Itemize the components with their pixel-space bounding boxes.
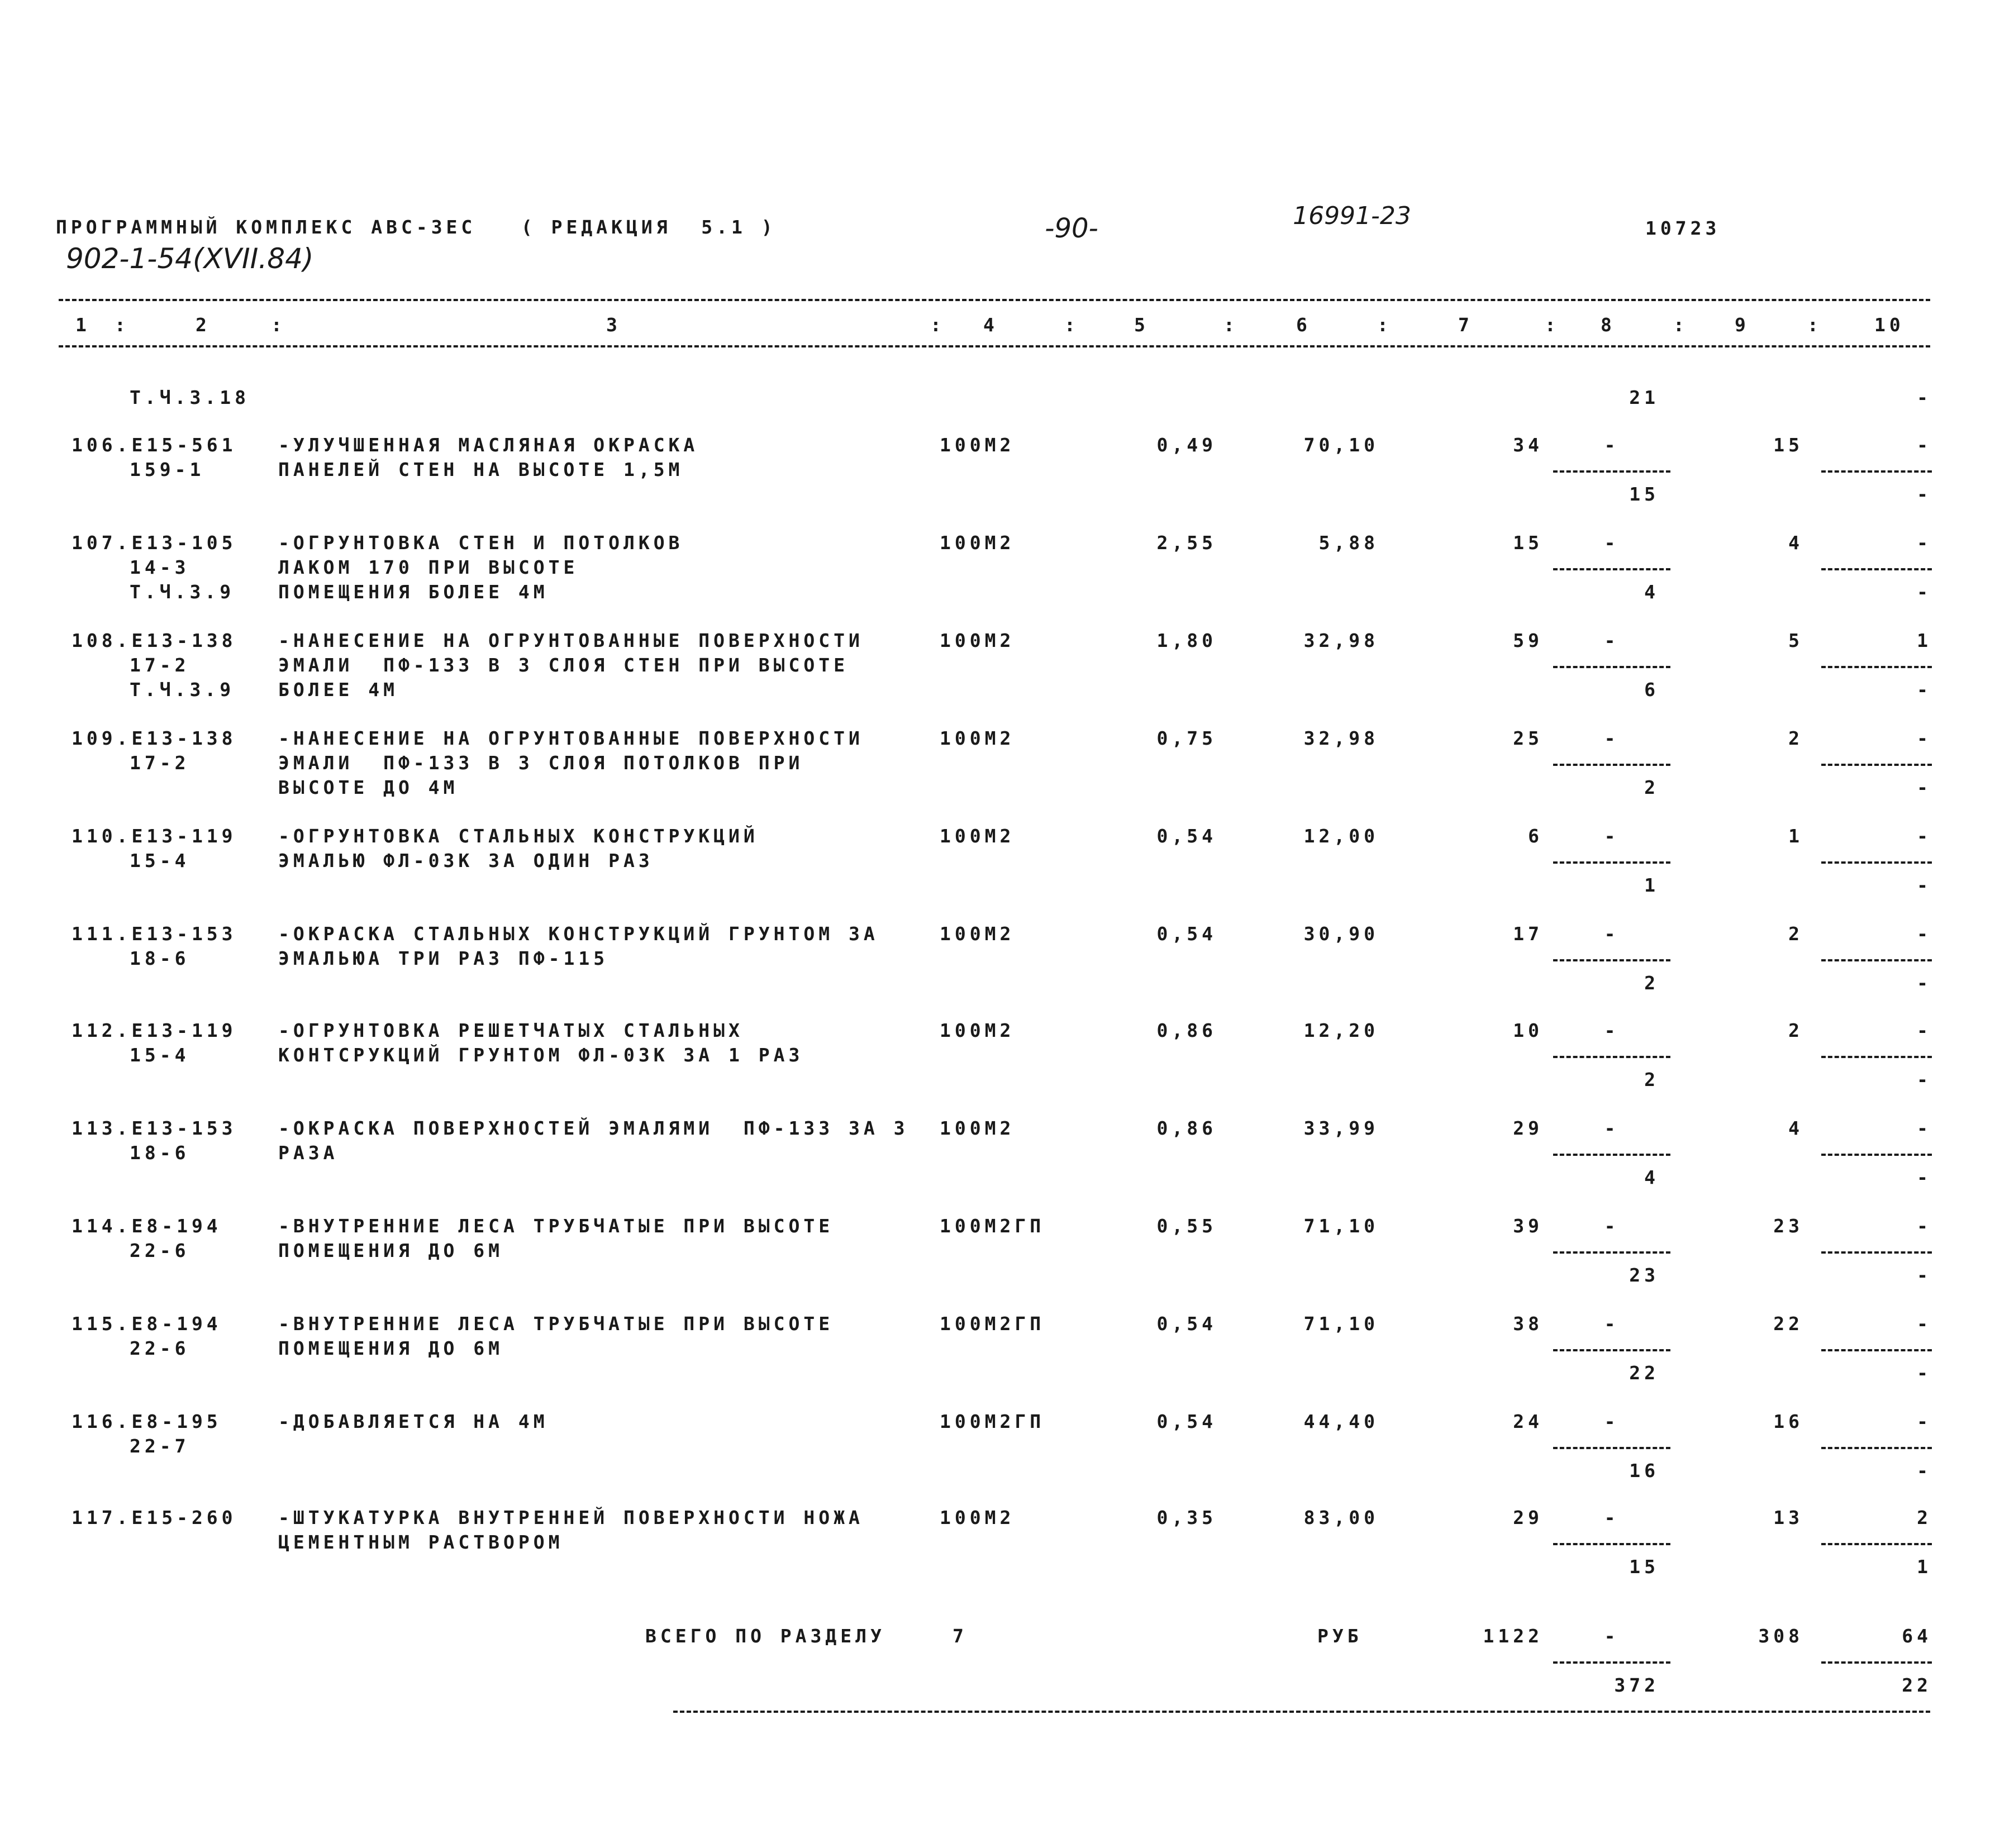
row-number: 116.Е8-195	[72, 1411, 222, 1432]
row-price: 32,98	[1303, 727, 1379, 749]
row-number: 109.Е13-138	[72, 727, 237, 749]
code-number: 10723	[1645, 217, 1721, 239]
row-col7: 38	[1513, 1313, 1543, 1335]
total-col9: 308	[1758, 1625, 1803, 1647]
row-description: ПОМЕЩЕНИЯ БОЛЕЕ 4М	[278, 581, 549, 603]
row-col10-top: -	[1917, 1020, 1932, 1041]
footer-rule	[673, 1711, 1930, 1713]
row-col9: 4	[1788, 1117, 1803, 1139]
column-header-4: 3	[606, 314, 621, 336]
row-col9: 23	[1773, 1215, 1803, 1237]
row-price: 83,00	[1303, 1507, 1379, 1528]
col8-fraction-line	[1553, 861, 1670, 864]
row-subcode: 17-2	[130, 752, 190, 774]
col10-fraction-line	[1821, 1251, 1932, 1254]
row-col7: 25	[1513, 727, 1543, 749]
row-quantity: 0,54	[1156, 1411, 1217, 1432]
row-col9: 22	[1773, 1313, 1803, 1335]
row-number: 117.Е15-260	[72, 1507, 237, 1528]
row-unit: 100М2	[940, 727, 1015, 749]
col10-fraction-line	[1821, 1543, 1932, 1545]
column-header-1: :	[115, 314, 130, 336]
row-col8-bottom: 15	[1629, 483, 1659, 505]
row-col8-bottom: 15	[1629, 1556, 1659, 1578]
row-col8-top: -	[1604, 727, 1620, 749]
row-price: 12,20	[1303, 1020, 1379, 1041]
col10-fraction-line	[1821, 470, 1932, 473]
row-price: 44,40	[1303, 1411, 1379, 1432]
column-header-17: :	[1807, 314, 1822, 336]
row-col8-top: -	[1604, 923, 1620, 945]
column-header-0: 1	[75, 314, 91, 336]
row-quantity: 2,55	[1156, 532, 1217, 554]
row-col10-bottom: -	[1917, 777, 1932, 798]
row-col8-top: -	[1604, 825, 1620, 847]
row-number: 113.Е13-153	[72, 1117, 237, 1139]
row-col8-bottom: 4	[1644, 581, 1659, 603]
col8-fraction-line	[1553, 666, 1670, 668]
col8-fraction-line	[1553, 1251, 1670, 1254]
row-col9: 13	[1773, 1507, 1803, 1528]
row-col8-bottom: 2	[1644, 972, 1659, 994]
row-quantity: 1,80	[1156, 630, 1217, 651]
row-subcode: 22-6	[130, 1240, 190, 1261]
row-col9: 16	[1773, 1411, 1803, 1432]
col8-fraction-line	[1553, 1447, 1670, 1449]
row-description: РАЗА	[278, 1142, 339, 1164]
row-col8-bottom: 16	[1629, 1460, 1659, 1482]
column-header-12: 7	[1458, 314, 1473, 336]
row-description: -ШТУКАТУРКА ВНУТРЕННЕЙ ПОВЕРХНОСТИ НОЖА	[278, 1507, 864, 1528]
row-quantity: 0,75	[1156, 727, 1217, 749]
row-col8-top: -	[1604, 434, 1620, 456]
row-description: ВЫСОТЕ ДО 4М	[278, 777, 459, 798]
row-subcode: Т.Ч.3.9	[130, 679, 235, 701]
column-header-3: :	[271, 314, 286, 336]
row-number: 107.Е13-105	[72, 532, 237, 554]
row-number: 110.Е13-119	[72, 825, 237, 847]
row-col10-bottom: -	[1917, 1166, 1932, 1188]
page-number: -90-	[1045, 213, 1098, 244]
row-description: -ОГРУНТОВКА СТЕН И ПОТОЛКОВ	[278, 532, 684, 554]
document-number: 16991-23	[1293, 202, 1411, 230]
row-col10-bottom: -	[1917, 679, 1932, 701]
row-col9: 15	[1773, 434, 1803, 456]
row-subcode: 22-6	[130, 1337, 190, 1359]
row-col10-top: -	[1917, 825, 1932, 847]
row-unit: 100М2ГП	[940, 1215, 1045, 1237]
row-unit: 100М2ГП	[940, 1313, 1045, 1335]
row-quantity: 0,35	[1156, 1507, 1217, 1528]
row-col8-bottom: 23	[1629, 1264, 1659, 1286]
row-subcode: 18-6	[130, 1142, 190, 1164]
row-description: ЭМАЛИ ПФ-133 В 3 СЛОЯ СТЕН ПРИ ВЫСОТЕ	[278, 654, 849, 676]
row-description: ПОМЕЩЕНИЯ ДО 6М	[278, 1240, 504, 1261]
row-col9: 2	[1788, 727, 1803, 749]
col10-fraction-line	[1821, 1056, 1932, 1058]
column-header-13: :	[1545, 314, 1560, 336]
row-description: -ВНУТРЕННИЕ ЛЕСА ТРУБЧАТЫЕ ПРИ ВЫСОТЕ	[278, 1313, 834, 1335]
row-description: -ОГРУНТОВКА РЕШЕТЧАТЫХ СТАЛЬНЫХ	[278, 1020, 744, 1041]
row-col10-bottom: -	[1917, 874, 1932, 896]
row-col7: 59	[1513, 630, 1543, 651]
row-unit: 100М2	[940, 630, 1015, 651]
row-price: 12,00	[1303, 825, 1379, 847]
column-header-9: :	[1223, 314, 1239, 336]
row-unit: 100М2	[940, 825, 1015, 847]
row-unit: 100М2	[940, 923, 1015, 945]
col8-fraction-line	[1553, 1543, 1670, 1545]
col10-fraction-line	[1821, 666, 1932, 668]
project-number: 902-1-54(XVII.84)	[66, 242, 314, 275]
row-description: -ВНУТРЕННИЕ ЛЕСА ТРУБЧАТЫЕ ПРИ ВЫСОТЕ	[278, 1215, 834, 1237]
row-number: 106.Е15-561	[72, 434, 237, 456]
row-col8-top: -	[1604, 1411, 1620, 1432]
row-price: 32,98	[1303, 630, 1379, 651]
column-header-8: 5	[1134, 314, 1149, 336]
row-col7: 17	[1513, 923, 1543, 945]
row-description: ЦЕМЕНТНЫМ РАСТВОРОМ	[278, 1531, 564, 1553]
row-description: ЭМАЛЬЮ ФЛ-03К ЗА ОДИН РАЗ	[278, 850, 654, 871]
col10-fraction-line	[1821, 1447, 1932, 1449]
row-description: ПОМЕЩЕНИЯ ДО 6М	[278, 1337, 504, 1359]
col8-fraction-line	[1553, 568, 1670, 570]
row-unit: 100М2ГП	[940, 1411, 1045, 1432]
total-currency: РУБ	[1317, 1625, 1363, 1647]
program-title: ПРОГРАММНЫЙ КОМПЛЕКС АВС-3ЕС ( РЕДАКЦИЯ 5.1 )	[56, 216, 777, 238]
header-rule-bottom	[59, 345, 1930, 347]
row-price: 30,90	[1303, 923, 1379, 945]
row-description: ЭМАЛЬЮА ТРИ РАЗ ПФ-115	[278, 947, 609, 969]
column-header-11: :	[1377, 314, 1392, 336]
row-subcode: 22-7	[130, 1435, 190, 1457]
row-col10-bottom: -	[1917, 1069, 1932, 1090]
row-subcode: 14-3	[130, 556, 190, 578]
col8-fraction-line	[1553, 959, 1670, 961]
row-col7: 15	[1513, 532, 1543, 554]
row-col10-top: -	[1917, 1411, 1932, 1432]
row-description: -ОКРАСКА ПОВЕРХНОСТЕЙ ЭМАЛЯМИ ПФ-133 ЗА 3	[278, 1117, 909, 1139]
row-description: КОНТСРУКЦИЙ ГРУНТОМ ФЛ-03К ЗА 1 РАЗ	[278, 1044, 804, 1066]
row-description: ЭМАЛИ ПФ-133 В 3 СЛОЯ ПОТОЛКОВ ПРИ	[278, 752, 804, 774]
row-col10-top: -	[1917, 727, 1932, 749]
col8-fraction-line	[1553, 1154, 1670, 1156]
col8-value: 21	[1629, 387, 1659, 408]
row-col9: 4	[1788, 532, 1803, 554]
row-description: -НАНЕСЕНИЕ НА ОГРУНТОВАННЫЕ ПОВЕРХНОСТИ	[278, 727, 864, 749]
row-quantity: 0,54	[1156, 923, 1217, 945]
row-subcode: 159-1	[130, 459, 205, 480]
col10-fraction-line	[1821, 1349, 1932, 1351]
row-col8-top: -	[1604, 532, 1620, 554]
row-col10-top: -	[1917, 1215, 1932, 1237]
row-unit: 100М2	[940, 1507, 1015, 1528]
row-description: -ОГРУНТОВКА СТАЛЬНЫХ КОНСТРУКЦИЙ	[278, 825, 759, 847]
row-col8-top: -	[1604, 1507, 1620, 1528]
col10-fraction-line	[1821, 764, 1932, 766]
total-col8-fraction-line	[1553, 1661, 1670, 1664]
row-col7: 10	[1513, 1020, 1543, 1041]
total-col7: 1122	[1483, 1625, 1543, 1647]
row-col10-bottom: -	[1917, 1460, 1932, 1482]
row-unit: 100М2	[940, 1020, 1015, 1041]
total-col8-top: -	[1604, 1625, 1620, 1647]
row-col8-bottom: 2	[1644, 777, 1659, 798]
row-col7: 34	[1513, 434, 1543, 456]
row-col8-top: -	[1604, 1117, 1620, 1139]
row-col7: 6	[1528, 825, 1543, 847]
column-header-6: 4	[983, 314, 998, 336]
reference-code: Т.Ч.3.18	[130, 387, 250, 408]
row-col9: 2	[1788, 923, 1803, 945]
row-unit: 100М2	[940, 1117, 1015, 1139]
header-rule-top	[59, 299, 1930, 301]
row-price: 71,10	[1303, 1313, 1379, 1335]
row-subcode: 15-4	[130, 850, 190, 871]
row-col10-bottom: 1	[1917, 1556, 1932, 1578]
row-col10-bottom: -	[1917, 581, 1932, 603]
total-col10-bottom: 22	[1902, 1674, 1932, 1696]
row-col10-top: -	[1917, 1117, 1932, 1139]
row-quantity: 0,54	[1156, 825, 1217, 847]
row-price: 71,10	[1303, 1215, 1379, 1237]
row-col7: 29	[1513, 1507, 1543, 1528]
column-header-18: 10	[1874, 314, 1904, 336]
row-col10-top: 1	[1917, 630, 1932, 651]
row-col10-top: -	[1917, 923, 1932, 945]
col8-fraction-line	[1553, 470, 1670, 473]
row-col8-bottom: 6	[1644, 679, 1659, 701]
col10-fraction-line	[1821, 568, 1932, 570]
row-price: 33,99	[1303, 1117, 1379, 1139]
row-quantity: 0,54	[1156, 1313, 1217, 1335]
total-col10-fraction-line	[1821, 1661, 1932, 1664]
row-subcode: 18-6	[130, 947, 190, 969]
row-col7: 29	[1513, 1117, 1543, 1139]
row-number: 111.Е13-153	[72, 923, 237, 945]
column-header-15: :	[1673, 314, 1688, 336]
row-col9: 1	[1788, 825, 1803, 847]
column-header-14: 8	[1601, 314, 1616, 336]
row-quantity: 0,86	[1156, 1117, 1217, 1139]
total-col8-bottom: 372	[1614, 1674, 1659, 1696]
row-description: БОЛЕЕ 4М	[278, 679, 398, 701]
row-subcode: 17-2	[130, 654, 190, 676]
row-col10-top: -	[1917, 532, 1932, 554]
row-description: -ДОБАВЛЯЕТСЯ НА 4М	[278, 1411, 549, 1432]
total-label: ВСЕГО ПО РАЗДЕЛУ	[645, 1625, 885, 1647]
row-quantity: 0,49	[1156, 434, 1217, 456]
row-description: ПАНЕЛЕЙ СТЕН НА ВЫСОТЕ 1,5М	[278, 459, 684, 480]
col8-fraction-line	[1553, 764, 1670, 766]
row-price: 70,10	[1303, 434, 1379, 456]
row-description: ЛАКОМ 170 ПРИ ВЫСОТЕ	[278, 556, 579, 578]
row-number: 114.Е8-194	[72, 1215, 222, 1237]
row-col9: 5	[1788, 630, 1803, 651]
row-subcode: 15-4	[130, 1044, 190, 1066]
row-number: 108.Е13-138	[72, 630, 237, 651]
row-col8-top: -	[1604, 1215, 1620, 1237]
col10-fraction-line	[1821, 861, 1932, 864]
row-col8-top: -	[1604, 1313, 1620, 1335]
row-col8-bottom: 1	[1644, 874, 1659, 896]
row-col8-bottom: 22	[1629, 1362, 1659, 1384]
row-unit: 100М2	[940, 532, 1015, 554]
row-col8-bottom: 4	[1644, 1166, 1659, 1188]
row-number: 112.Е13-119	[72, 1020, 237, 1041]
row-col8-top: -	[1604, 630, 1620, 651]
row-unit: 100М2	[940, 434, 1015, 456]
row-description: -НАНЕСЕНИЕ НА ОГРУНТОВАННЫЕ ПОВЕРХНОСТИ	[278, 630, 864, 651]
row-quantity: 0,55	[1156, 1215, 1217, 1237]
column-header-7: :	[1064, 314, 1079, 336]
column-header-5: :	[930, 314, 945, 336]
row-col7: 24	[1513, 1411, 1543, 1432]
column-header-2: 2	[196, 314, 211, 336]
col8-fraction-line	[1553, 1056, 1670, 1058]
row-col8-top: -	[1604, 1020, 1620, 1041]
row-col10-bottom: -	[1917, 1362, 1932, 1384]
row-col10-top: -	[1917, 434, 1932, 456]
row-price: 5,88	[1318, 532, 1379, 554]
row-quantity: 0,86	[1156, 1020, 1217, 1041]
col8-fraction-line	[1553, 1349, 1670, 1351]
col10-fraction-line	[1821, 959, 1932, 961]
row-description: -ОКРАСКА СТАЛЬНЫХ КОНСТРУКЦИЙ ГРУНТОМ ЗА	[278, 923, 879, 945]
row-col10-top: 2	[1917, 1507, 1932, 1528]
row-col10-top: -	[1917, 1313, 1932, 1335]
column-header-16: 9	[1735, 314, 1750, 336]
row-col10-bottom: -	[1917, 1264, 1932, 1286]
col10-value: -	[1917, 387, 1932, 408]
total-section: 7	[953, 1625, 968, 1647]
col10-fraction-line	[1821, 1154, 1932, 1156]
row-col9: 2	[1788, 1020, 1803, 1041]
column-header-10: 6	[1296, 314, 1311, 336]
row-number: 115.Е8-194	[72, 1313, 222, 1335]
row-col10-bottom: -	[1917, 972, 1932, 994]
row-col10-bottom: -	[1917, 483, 1932, 505]
row-col8-bottom: 2	[1644, 1069, 1659, 1090]
row-description: -УЛУЧШЕННАЯ МАСЛЯНАЯ ОКРАСКА	[278, 434, 699, 456]
row-subcode: Т.Ч.3.9	[130, 581, 235, 603]
row-col7: 39	[1513, 1215, 1543, 1237]
total-col10-top: 64	[1902, 1625, 1932, 1647]
